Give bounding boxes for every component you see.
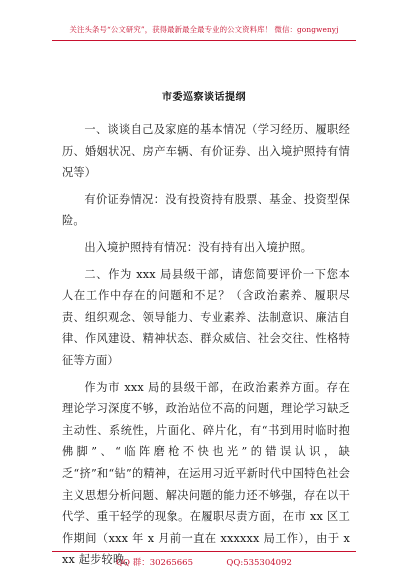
document-title: 市委巡察谈话提纲 <box>162 92 246 103</box>
paragraph-question-two: 二、作为 xxx 局县级干部，请您简要评价一下您本人在工作中存在的问题和不足？（含政治素养、履职尽责、组织观念、领导能力、专业素养、法制意识、廉洁自律、作风建设、精神状态、群众威信、社会交往、性格特征等方面） <box>62 267 350 367</box>
footer-divider <box>52 551 356 552</box>
header-divider <box>52 40 356 41</box>
footer-contact <box>0 556 408 568</box>
paragraph-passport: 出入境护照持有情况：没有持有出入境护照。 <box>84 240 313 254</box>
document-body <box>62 119 350 571</box>
paragraph-basic-info: 一、谈谈自己及家庭的基本情况（学习经历、履职经历、婚姻状况、房产车辆、有价证券、出入境护照持有情况等） <box>62 123 350 180</box>
footer-qq-group: QQ 群：30265665 <box>116 558 193 568</box>
paragraph-self-assessment: 作为市 xxx 局的县级干部，在政治素养方面。存在理论学习深度不够，政治站位不高的问题，理论学习缺乏主动性、系统性，片面化、碎片化，有“书到用时临时抱佛脚”、“临阵磨枪不快也光”的错误认识，缺乏“挤”和“钻”的精神，在运用习近平新时代中国特色社会主义思想分析问题、解决问题的能力还不够强，存在以干代学、重干轻学的现象。在履职尽责方面，在市 xx 区工作期间（xxx 年 x 月前一直在 xxxxxx 局工作），由于 xxx 起步较晚， <box>62 380 350 567</box>
footer-qq-number: QQ:535304092 <box>226 558 292 568</box>
header-promo-note: 关注头条号“公文研究”，获得最新最全最专业的公文资料库！ 微信：gongwenyj <box>69 25 339 34</box>
paragraph-securities: 有价证券情况：没有投资持有股票、基金、投资型保险。 <box>62 192 350 228</box>
